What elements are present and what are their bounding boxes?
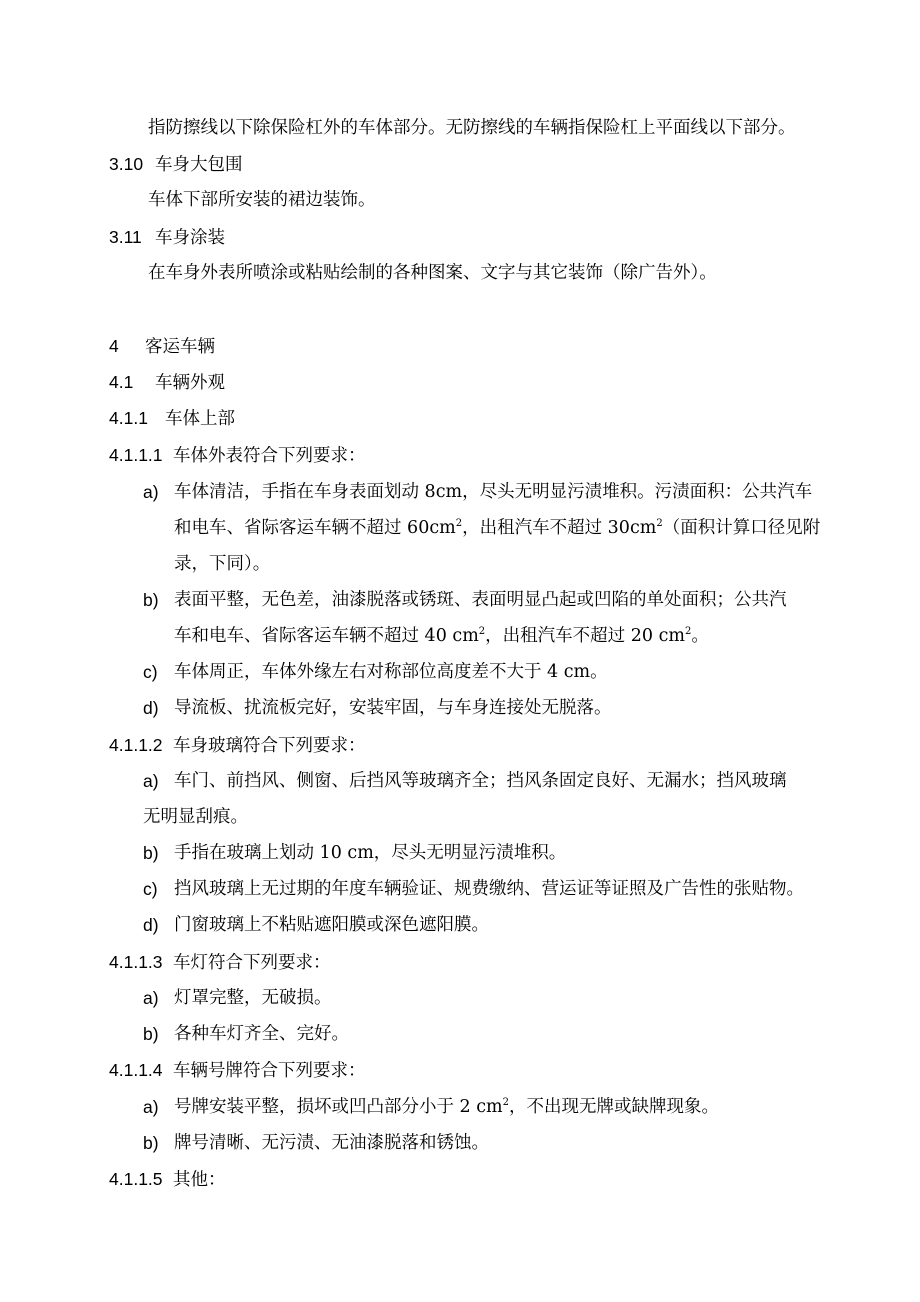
- section-title: 车体上部: [165, 409, 235, 429]
- section-number: 4: [109, 336, 119, 356]
- text-run: ，出租汽车不超过 30cm: [462, 518, 657, 538]
- section-title: 车体外表符合下列要求：: [173, 446, 366, 466]
- section-title: 车灯符合下列要求：: [173, 953, 331, 973]
- list-item-line: [174, 624, 709, 648]
- list-item-line: 门窗玻璃上不粘贴遮阳膜或深色遮阳膜。: [174, 915, 489, 935]
- list-marker: b): [143, 1024, 159, 1044]
- list-item-line: 表面平整，无色差，油漆脱落或锈斑、表面明显凸起或凹陷的单处面积；公共汽: [174, 590, 787, 610]
- section-number: 4.1.1.4: [109, 1060, 163, 1080]
- chapter-heading-4: [109, 334, 215, 359]
- list-item-line: 车体清洁，手指在车身表面划动 8cm，尽头无明显污渍堆积。污渍面积：公共汽车: [174, 482, 813, 502]
- section-number: 3.10: [109, 154, 144, 174]
- section-title: 车身涂装: [155, 228, 225, 248]
- list-item-line: 挡风玻璃上无过期的年度车辆验证、规费缴纳、营运证等证照及广告性的张贴物。: [174, 879, 804, 899]
- list-marker: c): [143, 879, 158, 899]
- superscript: 2: [684, 626, 692, 638]
- section-heading-4-1-1-3: [109, 950, 331, 975]
- text-run: 和电车、省际客运车辆不超过 60cm: [174, 518, 456, 538]
- paragraph-definition-continued: 指防擦线以下除保险杠外的车体部分。无防擦线的车辆指保险杠上平面线以下部分。: [148, 118, 796, 138]
- list-item-line: [174, 516, 820, 540]
- section-heading-4-1-1: [109, 406, 235, 431]
- section-heading-3-11: [109, 225, 225, 250]
- superscript: 2: [656, 518, 663, 530]
- superscript: 2: [478, 626, 486, 638]
- list-item-line: 牌号清晰、无污渍、无油漆脱落和锈蚀。: [174, 1133, 489, 1153]
- section-heading-4-1-1-5: [109, 1167, 226, 1192]
- paragraph-3-11: 在车身外表所喷涂或粘贴绘制的各种图案、文字与其它装饰（除广告外）。: [148, 263, 717, 283]
- section-heading-3-10: [109, 152, 243, 177]
- section-title: 车辆外观: [155, 373, 225, 393]
- list-marker: a): [143, 771, 159, 791]
- list-item-line: 各种车灯齐全、完好。: [174, 1024, 349, 1044]
- list-item-line: 车体周正，车体外缘左右对称部位高度差不大于 4 cm。: [174, 662, 608, 682]
- list-marker: b): [143, 1133, 159, 1153]
- list-marker: d): [143, 698, 159, 718]
- list-marker: b): [143, 590, 159, 610]
- section-heading-4-1-1-4: [109, 1058, 366, 1083]
- superscript: 2: [455, 518, 463, 530]
- list-marker: b): [143, 843, 159, 863]
- list-marker: c): [143, 662, 158, 682]
- section-heading-4-1-1-1: [109, 443, 366, 468]
- section-title: 客运车辆: [145, 337, 215, 357]
- text-run: ，不出现无牌或缺牌现象。: [509, 1097, 720, 1117]
- list-item-line: 导流板、扰流板完好，安装牢固，与车身连接处无脱落。: [174, 698, 612, 718]
- superscript: 2: [502, 1097, 510, 1109]
- list-item-line: 灯罩完整，无破损。: [174, 988, 332, 1008]
- list-item-line: 无明显刮痕。: [143, 807, 248, 827]
- list-marker: a): [143, 988, 159, 1008]
- list-item-line: 手指在玻璃上划动 10 cm，尽头无明显污渍堆积。: [174, 843, 567, 863]
- section-number: 4.1.1.1: [109, 445, 163, 465]
- section-title: 车辆号牌符合下列要求：: [173, 1061, 366, 1081]
- section-title: 车身大包围: [155, 155, 243, 175]
- text-run: （面积计算口径见附: [662, 518, 821, 538]
- section-heading-4-1-1-2: [109, 733, 366, 758]
- list-item-line: 录，下同）。: [174, 554, 271, 574]
- section-title: 其他：: [173, 1170, 226, 1190]
- section-number: 4.1.1.2: [109, 735, 163, 755]
- section-number: 4.1.1: [109, 408, 148, 428]
- list-item-line: 车门、前挡风、侧窗、后挡风等玻璃齐全；挡风条固定良好、无漏水；挡风玻璃: [174, 771, 787, 791]
- list-marker: a): [143, 1097, 159, 1117]
- section-heading-4-1: [109, 370, 225, 395]
- list-marker: d): [143, 915, 159, 935]
- text-run: 号牌安装平整，损坏或凹凸部分小于 2 cm: [174, 1097, 503, 1117]
- list-item-line: [174, 1095, 719, 1119]
- text-run: ，出租汽车不超过 20 cm: [485, 626, 685, 646]
- text-run: 。: [691, 626, 709, 646]
- section-number: 3.11: [109, 227, 142, 247]
- section-number: 4.1.1.3: [109, 952, 163, 972]
- section-title: 车身玻璃符合下列要求：: [173, 736, 366, 756]
- paragraph-3-10: 车体下部所安装的裙边装饰。: [148, 190, 376, 210]
- text-run: 车和电车、省际客运车辆不超过 40 cm: [174, 626, 479, 646]
- section-number: 4.1: [109, 372, 134, 392]
- section-number: 4.1.1.5: [109, 1169, 163, 1189]
- list-marker: a): [143, 482, 159, 502]
